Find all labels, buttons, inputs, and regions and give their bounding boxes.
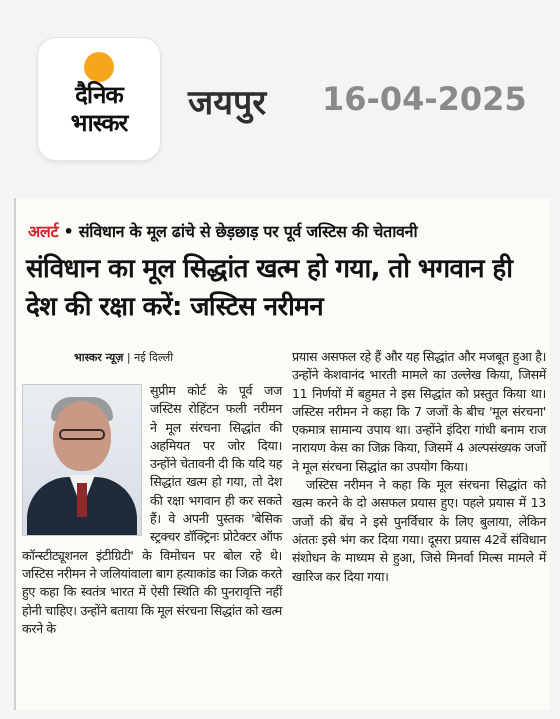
right-column-paragraph-1: प्रयास असफल रहे हैं और यह सिद्धांत और मजबूत हुआ है। उन्होंने केशवानंद भारती मामले का उल्लेख किया, जिसमें 11 निर्णयों में बहुमत ने इस सिद्धांत को प्रस्तुत किया था। जस्टिस नरीमन ने कहा कि 7 जजों के बीच 'मूल संरचना' एकमात्र सामान्य उपाय था। उन्होंने इंदिरा गांधी बनाम राज नारायण केस का जिक्र किया, जिसमें 4 अल्पसंख्यक जजों ने मूल संरचना सिद्धांत का उपयोग किया। xyxy=(292,349,546,474)
article-column-left xyxy=(22,382,282,638)
byline-place: | नई दिल्ली xyxy=(123,351,174,364)
logo-text-line1: दैनिक xyxy=(75,81,123,109)
news-clipping xyxy=(14,198,550,710)
article-headline: संविधान का मूल सिद्धांत खत्म हो गया, तो भगवान ही देश की रक्षा करें: जस्टिस नरीमन xyxy=(26,254,513,322)
alert-label: अलर्ट xyxy=(28,222,59,241)
edition-date: 16-04-2025 xyxy=(322,80,527,118)
logo-text-line2: भास्कर xyxy=(70,109,128,137)
article-kicker xyxy=(28,220,548,242)
byline-agency: भास्कर न्यूज़ xyxy=(74,351,124,364)
kicker-text: • संविधान के मूल ढांचे से छेड़छाड़ पर पूर्व जस्टिस की चेतावनी xyxy=(58,222,418,241)
left-column-text: सुप्रीम कोर्ट के पूर्व जज जस्टिस रोहिंटन फली नरीमन ने मूल संरचना सिद्धांत की अहमियत पर जोर दिया। उन्होंने चेतावनी दी कि यदि यह सिद्धांत खत्म हो गया, तो देश की रक्षा भगवान ही कर सकते हैं। वे अपनी पुस्तक 'बेसिक स्ट्रक्चर डॉक्ट्रिनः प्रोटेक्टर ऑफ कॉन्स्टीट्यूशनल इंटीग्रिटी' के विमोचन पर बोल रहे थे। जस्टिस नरीमन ने जलियांवाला बाग हत्याकांड का जिक्र करते हुए कहा कि स्वतंत्र भारत में ऐसी स्थिति की पुनरावृत्ति नहीं होनी चाहिए। उन्होंने बताया कि मूल संरचना सिद्धांत को खत्म करने के xyxy=(22,383,282,636)
article-byline xyxy=(74,350,173,365)
justice-nariman-photo xyxy=(22,384,142,536)
app-header xyxy=(0,0,560,185)
edition-city: जयपुर xyxy=(188,83,267,123)
sun-icon xyxy=(84,52,114,82)
article-column-right xyxy=(292,348,546,586)
right-column-paragraph-2: जस्टिस नरीमन ने कहा कि मूल संरचना सिद्धांत को खत्म करने के दो असफल प्रयास हुए। पहले प्रयास में 13 जजों की बेंच ने इसे पुनर्विचार के लिए बुलाया, लेकिन अंततः इसे भंग कर दिया गया। दूसरा प्रयास 42वें संविधान संशोधन के माध्यम से हुआ, जिसे मिनर्वा मिल्स मामले में खारिज कर दिया गया। xyxy=(292,477,546,584)
dainik-bhaskar-logo[interactable] xyxy=(38,38,160,160)
